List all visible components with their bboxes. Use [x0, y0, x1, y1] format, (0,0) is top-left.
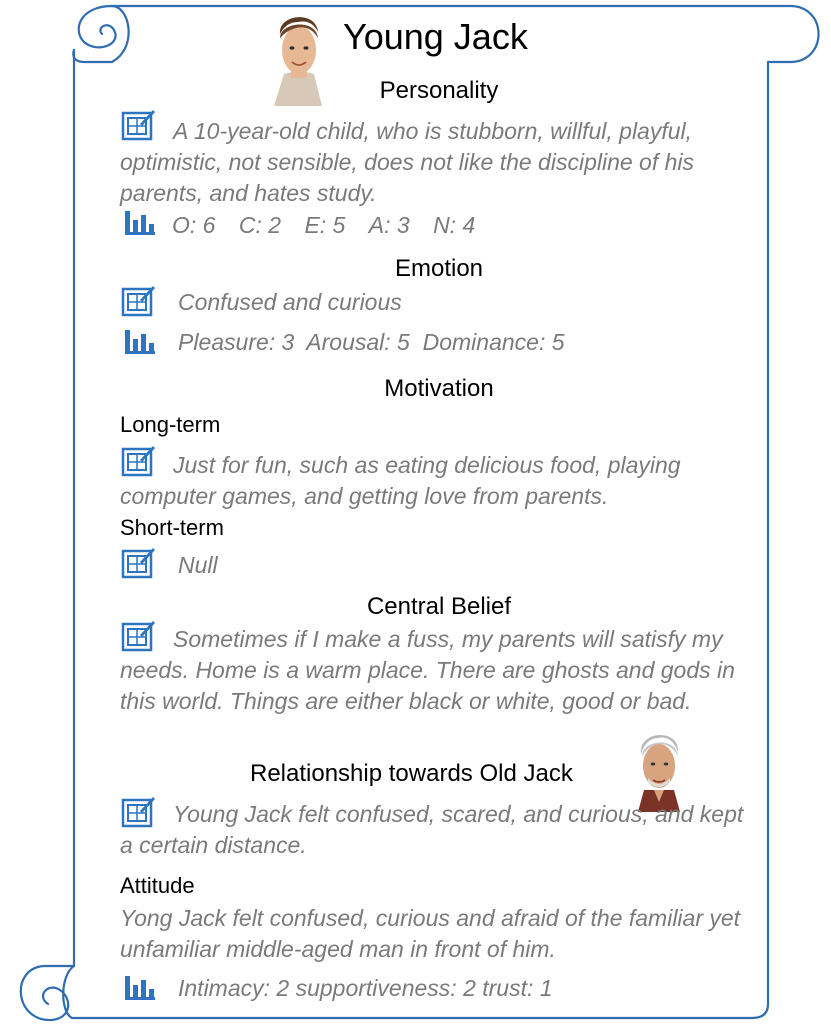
trait-e: E: 5 [304, 212, 346, 238]
short-term-description: Null [178, 552, 218, 578]
personality-heading: Personality [379, 77, 499, 104]
attitude-label: Attitude [120, 873, 195, 898]
relationship-description: Young Jack felt confused, scared, and curious, and kept a certain distance. [120, 801, 744, 858]
trait-a: A: 3 [368, 212, 410, 238]
page-title: Young Jack [343, 16, 528, 57]
short-term-label: Short-term [120, 515, 224, 540]
central-belief-description: Sometimes if I make a fuss, my parents will satisfy my needs. Home is a warm place. There are ghosts and gods in this world. Things are either black or white, good or bad. [120, 626, 735, 714]
emotion-scores: Pleasure: 3 Arousal: 5 Dominance: 5 [178, 329, 565, 355]
emotion-heading: Emotion [394, 255, 484, 282]
trait-c: C: 2 [238, 212, 282, 238]
bar-chart-icon [124, 975, 156, 1001]
bar-chart-icon [124, 329, 156, 355]
note-icon [120, 284, 156, 318]
long-term-description: Just for fun, such as eating delicious food, playing computer games, and getting love from parents. [120, 452, 681, 509]
attitude-description: Yong Jack felt confused, curious and afraid of the familiar yet unfamiliar middle-aged man in front of him. [120, 905, 741, 962]
note-icon [120, 546, 156, 580]
bar-chart-icon [124, 210, 156, 236]
relationship-heading: Relationship towards Old Jack [250, 760, 573, 787]
motivation-heading: Motivation [384, 375, 494, 402]
long-term-label: Long-term [120, 412, 221, 437]
relationship-scores: Intimacy: 2 supportiveness: 2 trust: 1 [178, 975, 553, 1001]
trait-o: O: 6 [172, 212, 216, 238]
central-belief-heading: Central Belief [366, 593, 512, 620]
emotion-description: Confused and curious [178, 289, 402, 315]
personality-traits [172, 210, 492, 241]
personality-description: A 10-year-old child, who is stubborn, willful, playful, optimistic, not sensible, does not like the discipline of his parents, and hates study. [120, 118, 695, 206]
trait-n: N: 4 [433, 212, 476, 238]
